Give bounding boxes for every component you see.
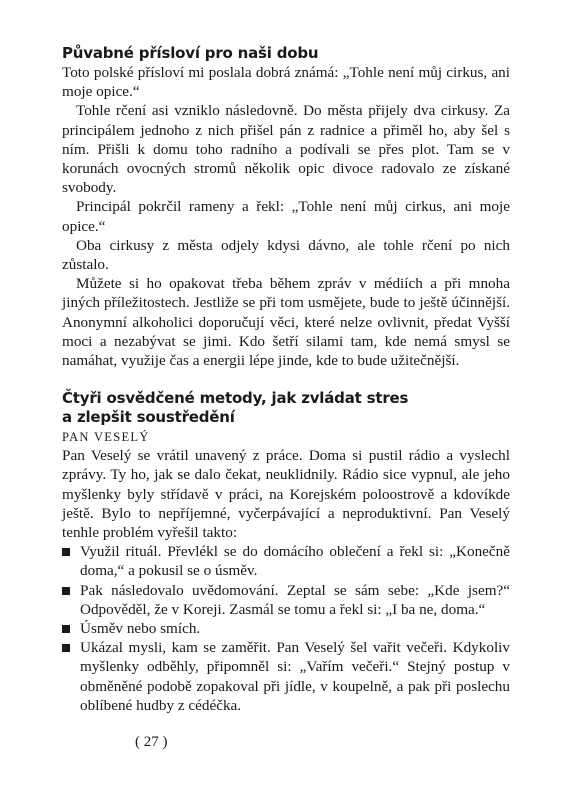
list-item-text: Pak následovalo uvědomování. Zeptal se sám sebe: „Kde jsem?“ Odpověděl, že v Koreji. Zasmál se tomu a řekl si: „I ba ne, doma.“ [80, 581, 510, 618]
section-title: Půvabné přísloví pro naši dobu [62, 44, 319, 62]
list-item [62, 619, 510, 638]
page-number: ( 27 ) [135, 734, 168, 750]
section-title-line: a zlepšit soustředění [62, 408, 235, 427]
section-proverb [62, 44, 510, 370]
author-name: PAN VESELÝ [62, 430, 150, 445]
section-title [62, 389, 510, 427]
list-item-text: Využil rituál. Převlékl se do domácího oblečení a řekl si: „Konečně doma,“ a pokusil se o úsměv. [80, 543, 510, 580]
bullet-list [62, 542, 510, 715]
square-bullet-icon [62, 548, 70, 556]
square-bullet-icon [62, 587, 70, 595]
paragraph: Pan Veselý se vrátil unavený z práce. Doma si pustil rádio a vyslechl zprávy. Ty ho, jak se dalo čekat, neuklidnily. Rádio sice vypnul, ale jeho myšlenky byly střídavě v práci, na Korejském poloostrově a kdovíkde ještě. Bylo to nepříjemné, vyčerpávající a neproduktivní. Pan Veselý tenhle problém vyřešil takto: [62, 447, 510, 542]
paragraph: Toto polské přísloví mi poslala dobrá známá: „Tohle není můj cirkus, ani moje opice.“ [62, 64, 510, 101]
paragraph: Tohle rčení asi vzniklo následovně. Do města přijely dva cirkusy. Za principálem jednoho z nich přišel pán z radnice a přiměl ho, aby šel s ním. Přišli k domu toho radního a podívali se přes plot. Tam se v korunách ovocných stromů několik opic divoce radovalo ze získané svobody. [62, 102, 510, 197]
paragraph: Můžete si ho opakovat třeba během zpráv v médiích a při mnoha jiných příležitostech. Jestliže se při tom usmějete, bude to ještě účinnější. Anonymní alkoholici doporučují věci, které nelze ovlivnit, předat Vyšší moci a nezabývat se jimi. Kdo šetří silami tam, kde nemá smysl se namáhat, využije čas a energii lépe jinde, kde to bude užitečnější. [62, 275, 510, 370]
list-item-text: Úsměv nebo smích. [80, 620, 201, 638]
paragraph: Principál pokrčil rameny a řekl: „Tohle není můj cirkus, ani moje opice.“ [62, 198, 510, 235]
square-bullet-icon [62, 625, 70, 633]
section-stress-methods [62, 389, 510, 715]
square-bullet-icon [62, 644, 70, 652]
page-content [62, 44, 510, 715]
list-item-text: Ukázal mysli, kam se zaměřit. Pan Veselý šel vařit večeři. Kdykoliv myšlenky odběhly, připomněl si: „Vařím večeři.“ Stejný postup v obměněné podobě zopakoval při jídle, v koupelně, a pak při poslechu oblíbené hudby z cédéčka. [80, 639, 510, 714]
paragraph: Oba cirkusy z města odjely kdysi dávno, ale tohle rčení po nich zůstalo. [62, 236, 510, 274]
list-item [62, 581, 510, 619]
list-item [62, 638, 510, 715]
section-title-line: Čtyři osvědčené metody, jak zvládat stres [62, 389, 409, 408]
list-item [62, 542, 510, 580]
